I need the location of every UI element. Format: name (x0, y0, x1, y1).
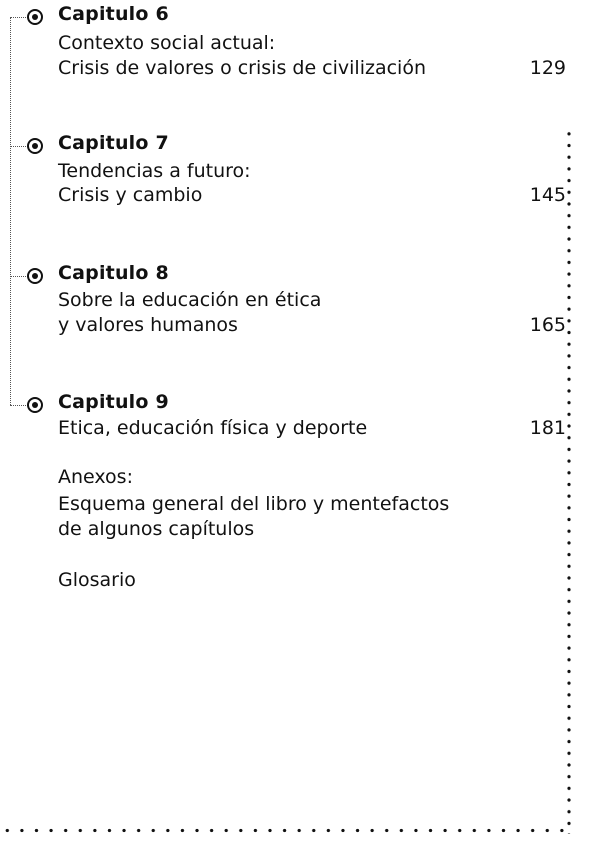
chapter-page-number: 165 (529, 314, 566, 336)
chapter-title: Capitulo 6 (58, 3, 169, 25)
dotted-border-right (567, 128, 571, 834)
chapter-page-number: 181 (529, 417, 566, 439)
annexes-description: Esquema general del libro y mentefactos (58, 493, 450, 515)
chapter-subtitle: Tendencias a futuro: (58, 160, 251, 182)
chapter-subtitle: Crisis de valores o crisis de civilización (58, 57, 426, 79)
chapter-title: Capitulo 8 (58, 262, 169, 284)
chapter-subtitle: Sobre la educación en ética (58, 289, 322, 311)
chapter-title: Capitulo 7 (58, 132, 169, 154)
chapter-page-number: 145 (529, 184, 566, 206)
chapter-subtitle: Crisis y cambio (58, 184, 203, 206)
chapter-bullet-icon (27, 268, 43, 284)
chapter-subtitle: y valores humanos (58, 314, 238, 336)
annexes-description: de algunos capítulos (58, 518, 255, 540)
chapter-subtitle: Etica, educación física y deporte (58, 417, 368, 439)
dotted-border-bottom (0, 828, 571, 833)
chapter-subtitle: Contexto social actual: (58, 32, 276, 54)
connector-tick (10, 146, 28, 147)
chapter-connector-line (10, 17, 11, 405)
toc-entry-glossary[interactable]: Glosario (58, 569, 136, 591)
connector-tick (10, 276, 28, 277)
chapter-bullet-icon (27, 138, 43, 154)
chapter-bullet-icon (27, 397, 43, 413)
annexes-label: Anexos: (58, 466, 133, 488)
chapter-bullet-icon (27, 9, 43, 25)
chapter-title: Capitulo 9 (58, 391, 169, 413)
connector-tick (10, 405, 28, 406)
chapter-page-number: 129 (529, 57, 566, 79)
connector-tick (10, 17, 28, 18)
